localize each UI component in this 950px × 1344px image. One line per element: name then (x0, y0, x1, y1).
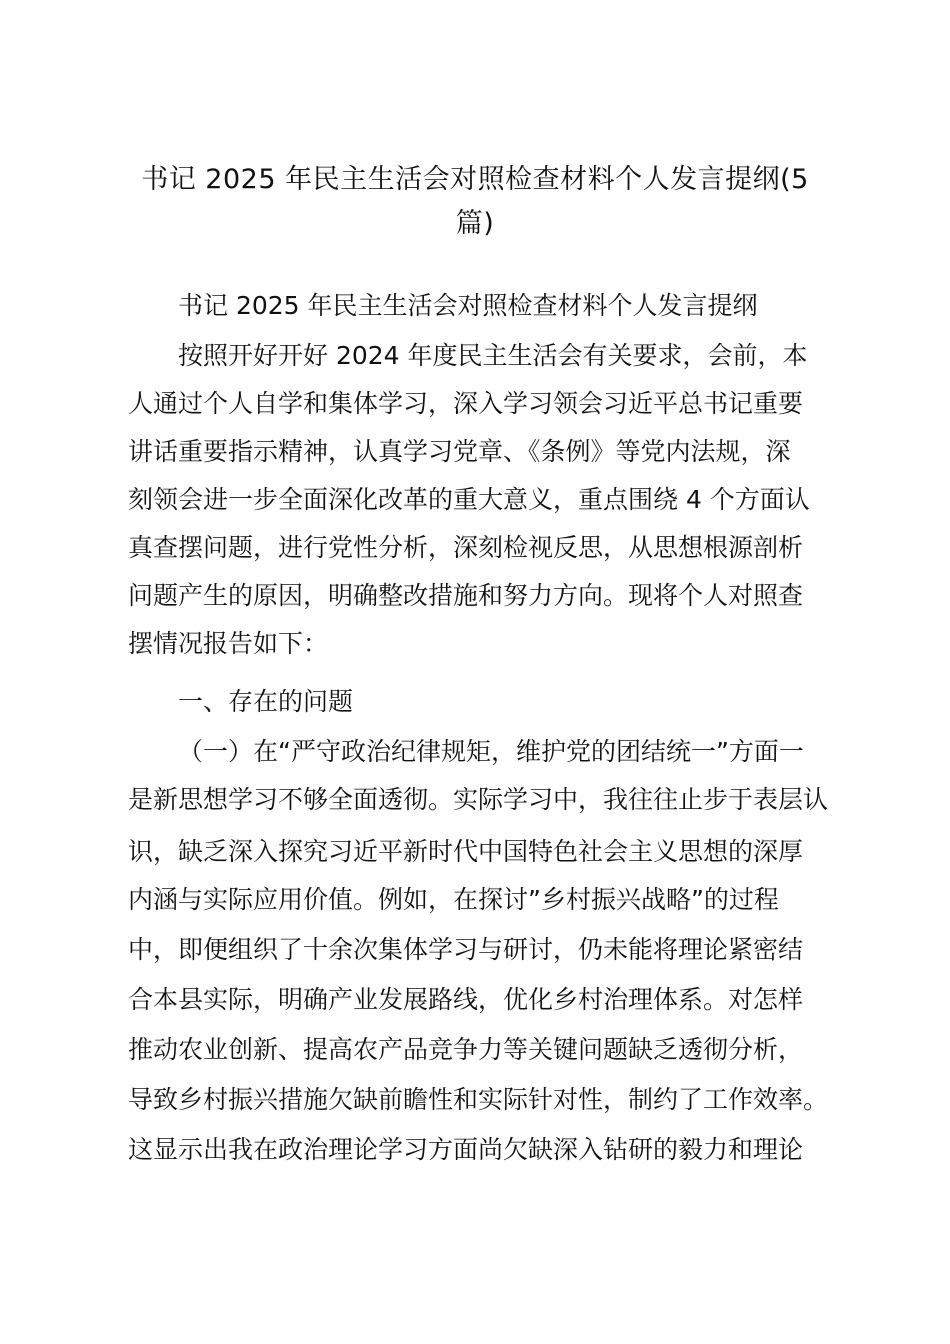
document-title (100, 158, 850, 246)
paragraph-line: 这显示出我在政治理论学习方面尚欠缺深入钻研的毅力和理论 (128, 1135, 804, 1164)
paragraph-line: 导致乡村振兴措施欠缺前瞻性和实际针对性，制约了工作效率。 (128, 1085, 829, 1114)
paragraph-line: 推动农业创新、提高农产品竞争力等关键问题缺乏透彻分析， (128, 1035, 804, 1064)
section-heading: 一、存在的问题 (178, 687, 354, 716)
paragraph-line: 合本县实际，明确产业发展路线，优化乡村治理体系。对怎样 (128, 985, 804, 1014)
paragraph-line: 人通过个人自学和集体学习，深入学习领会习近平总书记重要 (128, 389, 804, 418)
paragraph-line: 识，缺乏深入探究习近平新时代中国特色社会主义思想的深厚 (128, 837, 804, 866)
paragraph-line: 刻领会进一步全面深化改革的重大意义，重点围绕 4 个方面认 (128, 485, 810, 514)
paragraph-line: 是新思想学习不够全面透彻。实际学习中，我往往止步于表层认 (128, 785, 829, 814)
paragraph-line: 中，即便组织了十余次集体学习与研讨，仍未能将理论紧密结 (128, 935, 804, 964)
paragraph-line: 摆情况报告如下： (128, 629, 329, 658)
paragraph-line: 问题产生的原因，明确整改措施和努力方向。现将个人对照查 (128, 581, 804, 610)
paragraph-line: 真查摆问题，进行党性分析，深刻检视反思，从思想根源剖析 (128, 533, 804, 562)
title-line: 篇) (455, 208, 495, 239)
paragraph-line: 讲话重要指示精神，认真学习党章、《条例》等党内法规，深 (128, 437, 791, 466)
paragraph-line: （一）在“严守政治纪律规矩，维护党的团结统一”方面一 (178, 737, 804, 766)
title-line: 书记 2025 年民主生活会对照检查材料个人发言提纲(5 (141, 164, 809, 195)
subtitle: 书记 2025 年民主生活会对照检查材料个人发言提纲 (178, 291, 758, 320)
paragraph-line: 按照开好开好 2024 年度民主生活会有关要求，会前，本 (178, 341, 808, 370)
paragraph-line: 内涵与实际应用价值。例如，在探讨”乡村振兴战略”的过程 (128, 885, 779, 914)
